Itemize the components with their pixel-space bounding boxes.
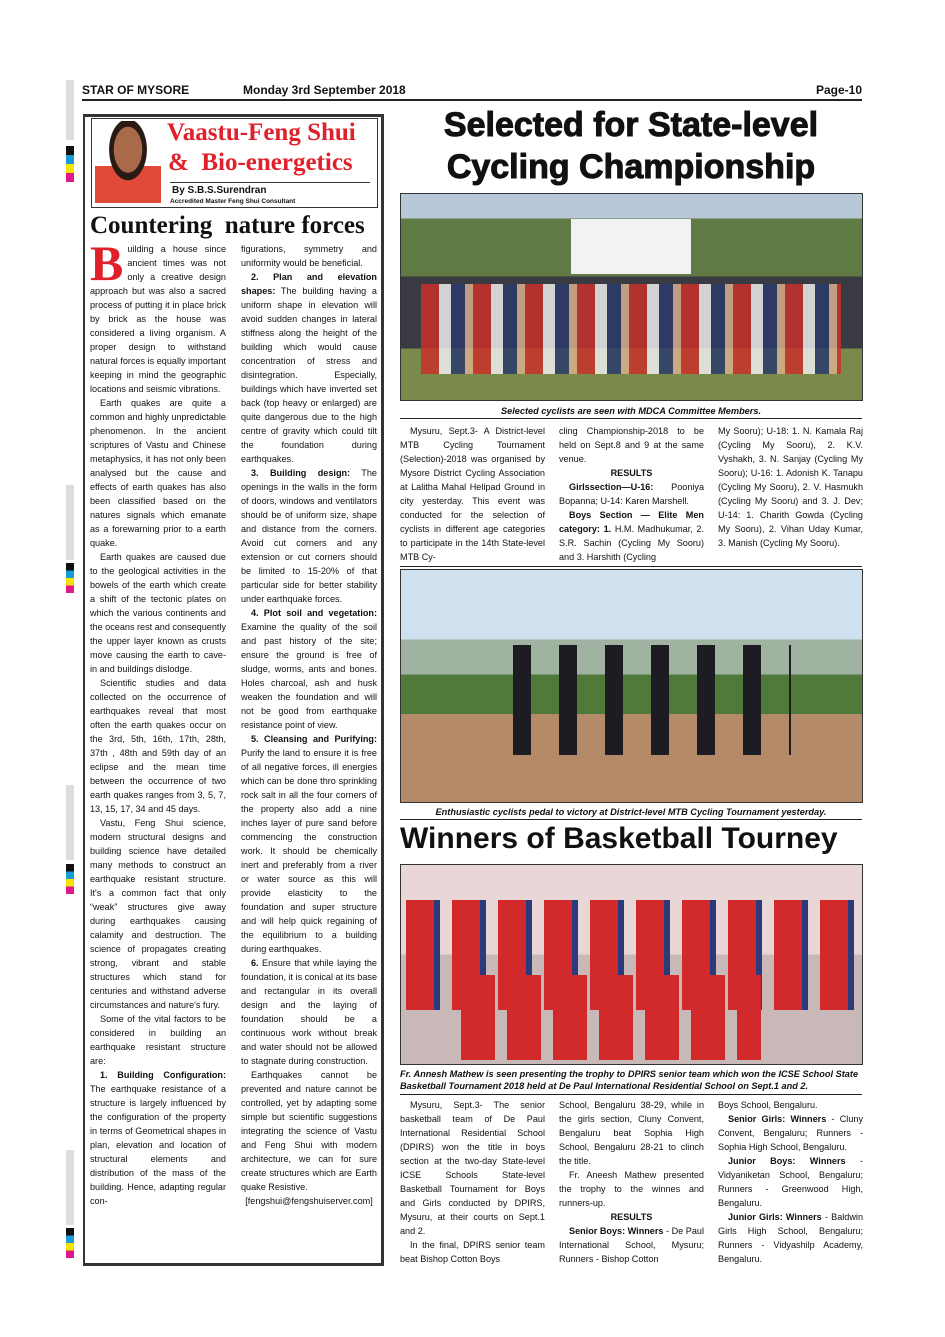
cyclists-racing-photo	[400, 569, 863, 803]
paragraph	[90, 396, 226, 550]
paragraph-text: RESULTS	[610, 468, 653, 478]
paragraph	[718, 1154, 863, 1210]
paragraph	[559, 508, 704, 564]
paragraph-lead: Girlssection—U-16:	[569, 482, 654, 492]
cycling-column-3	[718, 424, 863, 566]
header-rule	[82, 99, 862, 101]
color-registration-mark	[66, 146, 74, 182]
paragraph-text: The building having a uniform shape in elevation will avoid sudden changes in lateral stiffness along the height of the building which would cause concentration of stress and disintegration. Especially, buildings which have inverted set back (top heavy or enlarged) are quite dangerous due to the high centre of gravity which could tilt the foundation during earthquakes.	[241, 286, 377, 464]
paragraph-lead: Boys Section — Elite Men category: 1.	[559, 510, 704, 534]
issue-date: Monday 3rd September 2018	[243, 83, 406, 97]
byline: By S.B.S.Surendran	[172, 185, 267, 196]
paragraph	[718, 424, 863, 550]
paragraph-text: RESULTS	[610, 1212, 653, 1222]
paragraph	[559, 480, 704, 508]
paragraph-text: The earthquake resistance of a structure is largely influenced by the configuration of the property in terms of Geometrical shapes in plan, elevation and location of structural elements and distribution of the mass of the building. Hence, adapting regular con-	[90, 1084, 226, 1206]
paragraph-text: figurations, symmetry and uniformity would be beneficial.	[241, 244, 377, 268]
paragraph	[241, 956, 377, 1068]
paragraph-text: School, Bengaluru 38-29, while in the girls section, Cluny Convent, Bengaluru beat Sophia High School, Bengaluru 28-21 to clinch the title.	[559, 1100, 704, 1166]
cycling-photo-caption-2: Enthusiastic cyclists pedal to victory at District-level MTB Cycling Tournament yesterday.	[435, 807, 827, 817]
paragraph	[241, 466, 377, 606]
paragraph-text: Mysuru, Sept.3- The senior basketball team of De Paul International Residential School (DPIRS) won the title in boys section at the two-day State-level ICSE Schools State-level Basketball Tournament for Boys and Girls conducted by DPIRS, Mysuru, at their courts on Sept.1 and 2.	[400, 1100, 545, 1236]
section-rule	[400, 566, 862, 567]
paragraph	[400, 1098, 545, 1238]
paragraph-lead: 3. Building design:	[251, 468, 351, 478]
paragraph	[559, 1224, 704, 1266]
caption-rule	[400, 819, 862, 820]
paragraph-text: Earth quakes are quite a common and highly unpredictable phenomenon. In the ancient scriptures of Vastu and Chinese metaphysics, it has not only been analysed but the cause and effects of earth quakes has also been classified based on the natures signals which emanate as a forewarning prior to a earth quake.	[90, 398, 226, 548]
paragraph	[241, 1068, 377, 1194]
paragraph-text: Earthquakes cannot be prevented and nature cannot be controlled, yet by adapting some simple but scientific suggestions integrating the science of Vastu and Feng Shui with modern architecture, we can for sure create structures which are Earth quake Resistive.	[241, 1070, 377, 1192]
paragraph-lead: 6.	[251, 958, 259, 968]
players-kneeling	[461, 975, 761, 1060]
paragraph-lead: Junior Girls: Winners	[728, 1212, 822, 1222]
registration-bar	[66, 1150, 74, 1225]
paragraph-text: Mysuru, Sept.3- A District-level MTB Cycling Tournament (Selection)-2018 was organised by Mysore District Cycling Association at Lalitha Mahal Helipad Ground in city yesterday. This event was conducted for the selection of cyclists in different age categories to participate in the 14th State-level MTB Cy-	[400, 426, 545, 562]
paragraph-text: H.M. Madhukumar, 2. S.R. Sachin (Cycling My Sooru) and 3. Harshith (Cycling	[559, 524, 704, 562]
paragraph-text: - Baldwin Girls High School, Bengaluru; Runners - Vidyashilp Academy, Bengaluru.	[718, 1212, 863, 1264]
paragraph-text: Purify the land to ensure it is free of all negative forces, ill energies which can be done thro sprinkling rock salt in all the four corners of the property also add a nine inches layer of pure sand before commencing the construction work. It should be chemically inert and preferably from a river or water source as this will provide elasticity to the foundation and super structure and will help quick regaining of the equilibrium to a building during earthquakes.	[241, 748, 377, 954]
paragraph-text: uilding a house since ancient times was not only a creative design approach but was also a sacred process of putting it in place brick by brick as the house was considered a living organism. A proper design to withstand natural forces is equally important keeping in mind the geographic locations and seismic vibrations.	[90, 244, 226, 394]
girls-u14-result: U-14: Karen Marshell.	[600, 496, 689, 506]
paragraph-text: - Vidyaniketan School, Bengaluru; Runners - Greenwood High, Bengaluru.	[718, 1156, 863, 1208]
paragraph-lead: 2. Plan and elevation shapes:	[241, 272, 377, 296]
article-column-1	[90, 242, 226, 1258]
riders	[501, 645, 791, 755]
paragraph-text: In the final, DPIRS senior team beat Bishop Cotton Boys	[400, 1240, 545, 1264]
paragraph	[90, 1012, 226, 1068]
cycling-column-1	[400, 424, 545, 566]
paragraph-text: Scientific studies and data collected on the occurrence of earthquakes reveal that most often the earth quakes occur on the 3rd, 5th, 16th, 17th, 28th, 37th , 48th and 59th day of an eclipse and the mean time between the occurrence of two earth quakes ranges from 3, 5, 7, 13, 15, 17, 34 and 45 days.	[90, 678, 226, 814]
paragraph	[718, 1098, 863, 1112]
paragraph	[559, 1210, 704, 1224]
page-number: Page-10	[815, 83, 862, 97]
banner	[571, 219, 691, 274]
registration-bar	[66, 80, 74, 140]
paragraph-text: [fengshui@fengshuiserver.com]	[245, 1196, 373, 1206]
paragraph-text: The openings in the walls in the form of doors, windows and ventilators should be of uniform size, shape and distance from the corners. Avoid cut corners and any extension or cut corners should be limited to 15-20% of that particular side for better stability under earthquake forces.	[241, 468, 377, 604]
paper-name: STAR OF MYSORE	[82, 83, 190, 97]
paragraph-text: Earth quakes are caused due to the geological activities in the bowels of the earth which create a shift of the tectonic plates on which the various continents and the oceans rest and consequently the upper layer known as crusts move causing the earth to cave-in and buildings dislodge.	[90, 552, 226, 674]
paragraph-text: Some of the vital factors to be considered in building an earthquake resistant structure are:	[90, 1014, 226, 1066]
paragraph	[90, 676, 226, 816]
cycling-headline-line2: Cycling Championship	[446, 148, 816, 186]
cycling-photo-caption-1: Selected cyclists are seen with MDCA Committee Members.	[500, 406, 762, 416]
paragraph	[241, 242, 377, 270]
paragraph-text: Ensure that while laying the foundation, it is conical at its base and rectangular in its overall design and the laying of foundation should be a continuous work without break and water should not be allowed to stagnate during construction.	[241, 958, 377, 1066]
cycling-headline-line1: Selected for State-level	[443, 106, 819, 144]
basketball-headline: Winners of Basketball Tourney	[400, 822, 838, 855]
paragraph-text: - Cluny Convent, Bengaluru; Runners - Sophia High School, Bengaluru.	[718, 1114, 863, 1152]
paragraph	[718, 1112, 863, 1154]
paragraph	[400, 1238, 545, 1266]
paragraph	[400, 424, 545, 564]
paragraph	[559, 1168, 704, 1210]
cyclists-group	[421, 284, 841, 374]
paragraph-text: - De Paul International School, Mysuru; Runners - Bishop Cotton	[559, 1226, 704, 1264]
columnist-photo	[95, 121, 161, 203]
column-title-line1: Vaastu-Feng Shui	[167, 119, 356, 146]
paragraph-lead: Senior Boys: Winners	[569, 1226, 664, 1236]
paragraph	[559, 424, 704, 466]
paragraph	[241, 606, 377, 732]
paragraph	[241, 270, 377, 466]
paragraph-text: Pooniya Bopanna;	[559, 482, 704, 506]
caption-rule	[400, 418, 862, 419]
drop-cap: B	[90, 242, 124, 291]
paragraph-text: cling Championship-2018 to be held on Sept.8 and 9 at the same venue.	[559, 426, 704, 464]
basketball-team-photo	[400, 864, 863, 1065]
paragraph-text: Vastu, Feng Shui science, modern structural designs and building science have detailed many methods to construct an earthquake resistant structure. It's a common fact that only “weak” structures give away during earthquakes causing calamity and destruction. The science of propagates creating strong, vibrant and stable structures which stand for centuries and withstand adverse circumstances and nature's fury.	[90, 818, 226, 1010]
column-masthead	[91, 118, 378, 208]
article-headline: Countering nature forces	[90, 212, 365, 239]
paragraph-lead: Junior Boys: Winners	[728, 1156, 846, 1166]
paragraph-text: Fr. Aneesh Mathew presented the trophy to the winnes and runners-up.	[559, 1170, 704, 1208]
byline-credential: Accredited Master Feng Shui Consultant	[170, 198, 296, 205]
basketball-column-1	[400, 1098, 545, 1268]
basketball-column-2	[559, 1098, 704, 1268]
paragraph-text: Boys School, Bengaluru.	[718, 1100, 818, 1110]
paragraph	[90, 816, 226, 1012]
paragraph	[559, 1098, 704, 1168]
masthead-rule	[170, 182, 370, 183]
article-column-2	[241, 242, 377, 1258]
color-registration-mark	[66, 864, 74, 894]
registration-bar	[66, 785, 74, 860]
cycling-headline	[400, 104, 862, 188]
paragraph	[559, 466, 704, 480]
paragraph	[718, 1210, 863, 1266]
paragraph-lead: 5. Cleansing and Purifying:	[251, 734, 377, 744]
cyclists-group-photo	[400, 193, 863, 401]
paragraph-lead: 4. Plot soil and vegetation:	[251, 608, 377, 618]
color-registration-mark	[66, 563, 74, 593]
paragraph	[90, 550, 226, 676]
paragraph-text: Examine the quality of the soil and past history of the site; ensure the ground is free of sludge, worms, ants and bones. Holes charcoal, ash and husk weaken the foundation and will not be good from earthquake resistance point of view.	[241, 622, 377, 730]
paragraph	[241, 1194, 377, 1208]
paragraph-lead: 1. Building Configuration:	[100, 1070, 226, 1080]
column-title-line2: & Bio-energetics	[168, 149, 353, 176]
paragraph	[90, 1068, 226, 1208]
paragraph-text: My Sooru); U-18: 1. N. Kamala Raj (Cycling My Sooru), 2. K.V. Vyshakh, 3. N. Sanjay (Cycling My Sooru); U-16: 1. Adonish K. Tanapu (Cycling My Sooru), 2. V. Hasmukh (Cycling My Sooru) and 3. J. Dev; U-14: 1. Charith Gowda (Cycling My Sooru), 2. Vihan Uday Kumar, 3. Manish (Cycling My Sooru).	[718, 426, 863, 548]
basketball-photo-caption: Fr. Annesh Mathew is seen presenting the trophy to DPIRS senior team which won the ICSE School State Basketball Tournament 2018 held at De Paul International Residential School on Sept.1 and 2.	[400, 1069, 859, 1091]
caption-rule	[400, 1094, 862, 1095]
paragraph	[241, 732, 377, 956]
color-registration-mark	[66, 1228, 74, 1258]
cycling-column-2	[559, 424, 704, 566]
basketball-column-3	[718, 1098, 863, 1268]
paragraph-lead: Senior Girls: Winners	[728, 1114, 827, 1124]
registration-bar	[66, 485, 74, 560]
